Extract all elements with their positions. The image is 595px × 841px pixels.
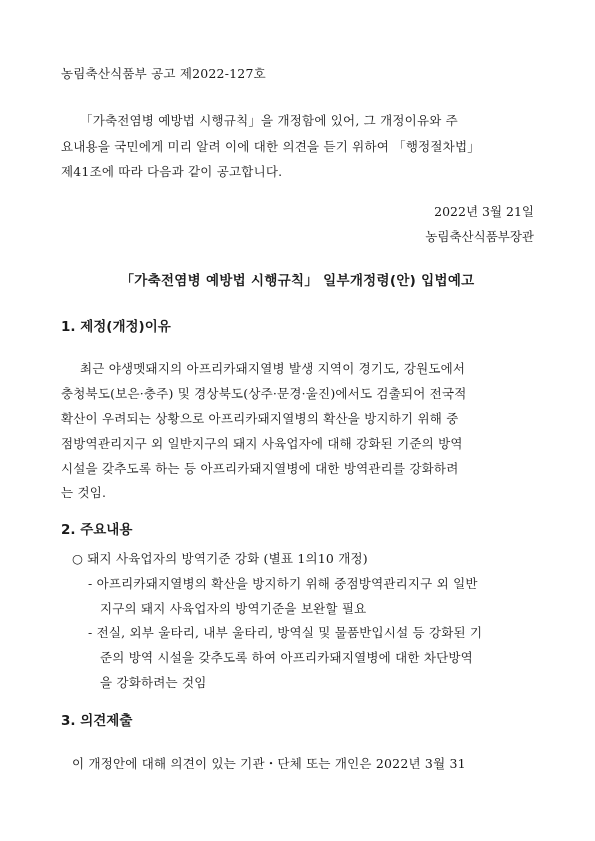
section-2-heading: 2. 주요내용: [61, 522, 133, 538]
section-1-line-3: 확산이 우려되는 상황으로 아프리카돼지열병의 확산을 방지하기 위해 중: [61, 411, 459, 426]
section-1-line-4: 점방역관리지구 외 일반지구의 돼지 사육업자에 대해 강화된 기준의 방역: [61, 436, 463, 451]
notice-number: 농림축산식품부 공고 제2022-127호: [61, 66, 266, 81]
section-2-sub1-line-2: 지구의 돼지 사육업자의 방역기준을 보완할 필요: [100, 601, 367, 616]
section-2-sub1-line-1: - 아프리카돼지열병의 확산을 방지하기 위해 중점방역관리지구 외 일반: [88, 576, 478, 591]
intro-line-3: 제41조에 따라 다음과 같이 공고합니다.: [61, 164, 283, 179]
section-2-sub2-line-1: - 전실, 외부 울타리, 내부 울타리, 방역실 및 물품반입시설 등 강화된 기: [88, 625, 483, 640]
issuer-name: 농림축산식품부장관: [425, 229, 534, 244]
section-3-heading: 3. 의견제출: [61, 713, 133, 729]
section-1-line-2: 충청북도(보은·충주) 및 경상북도(상주·문경·울진)에서도 검출되어 전국적: [61, 386, 467, 401]
section-2-sub2-line-2: 준의 방역 시설을 갖추도록 하여 아프리카돼지열병에 대한 차단방역: [100, 650, 473, 665]
notice-date: 2022년 3월 21일: [434, 204, 534, 219]
intro-line-1: 「가축전염병 예방법 시행규칙」을 개정함에 있어, 그 개정이유와 주: [80, 113, 458, 128]
section-2-sub2-line-3: 을 강화하려는 것임: [100, 675, 207, 690]
section-1-heading: 1. 제정(개정)이유: [61, 319, 171, 335]
section-2-bullet: ○ 돼지 사육업자의 방역기준 강화 (별표 1의10 개정): [72, 551, 368, 566]
section-1-line-5: 시설을 갖추도록 하는 등 아프리카돼지열병에 대한 방역관리를 강화하려: [61, 461, 459, 476]
section-1-line-1: 최근 야생멧돼지의 아프리카돼지열병 발생 지역이 경기도, 강원도에서: [80, 361, 466, 376]
section-3-line-1: 이 개정안에 대해 의견이 있는 기관・단체 또는 개인은 2022년 3월 31: [72, 756, 466, 771]
document-title: 「가축전염병 예방법 시행규칙」 일부개정령(안) 입법예고: [120, 273, 475, 289]
intro-line-2: 요내용을 국민에게 미리 알려 이에 대한 의견을 듣기 위하여 「행정절차법」: [61, 139, 480, 154]
section-1-line-6: 는 것임.: [61, 485, 107, 500]
